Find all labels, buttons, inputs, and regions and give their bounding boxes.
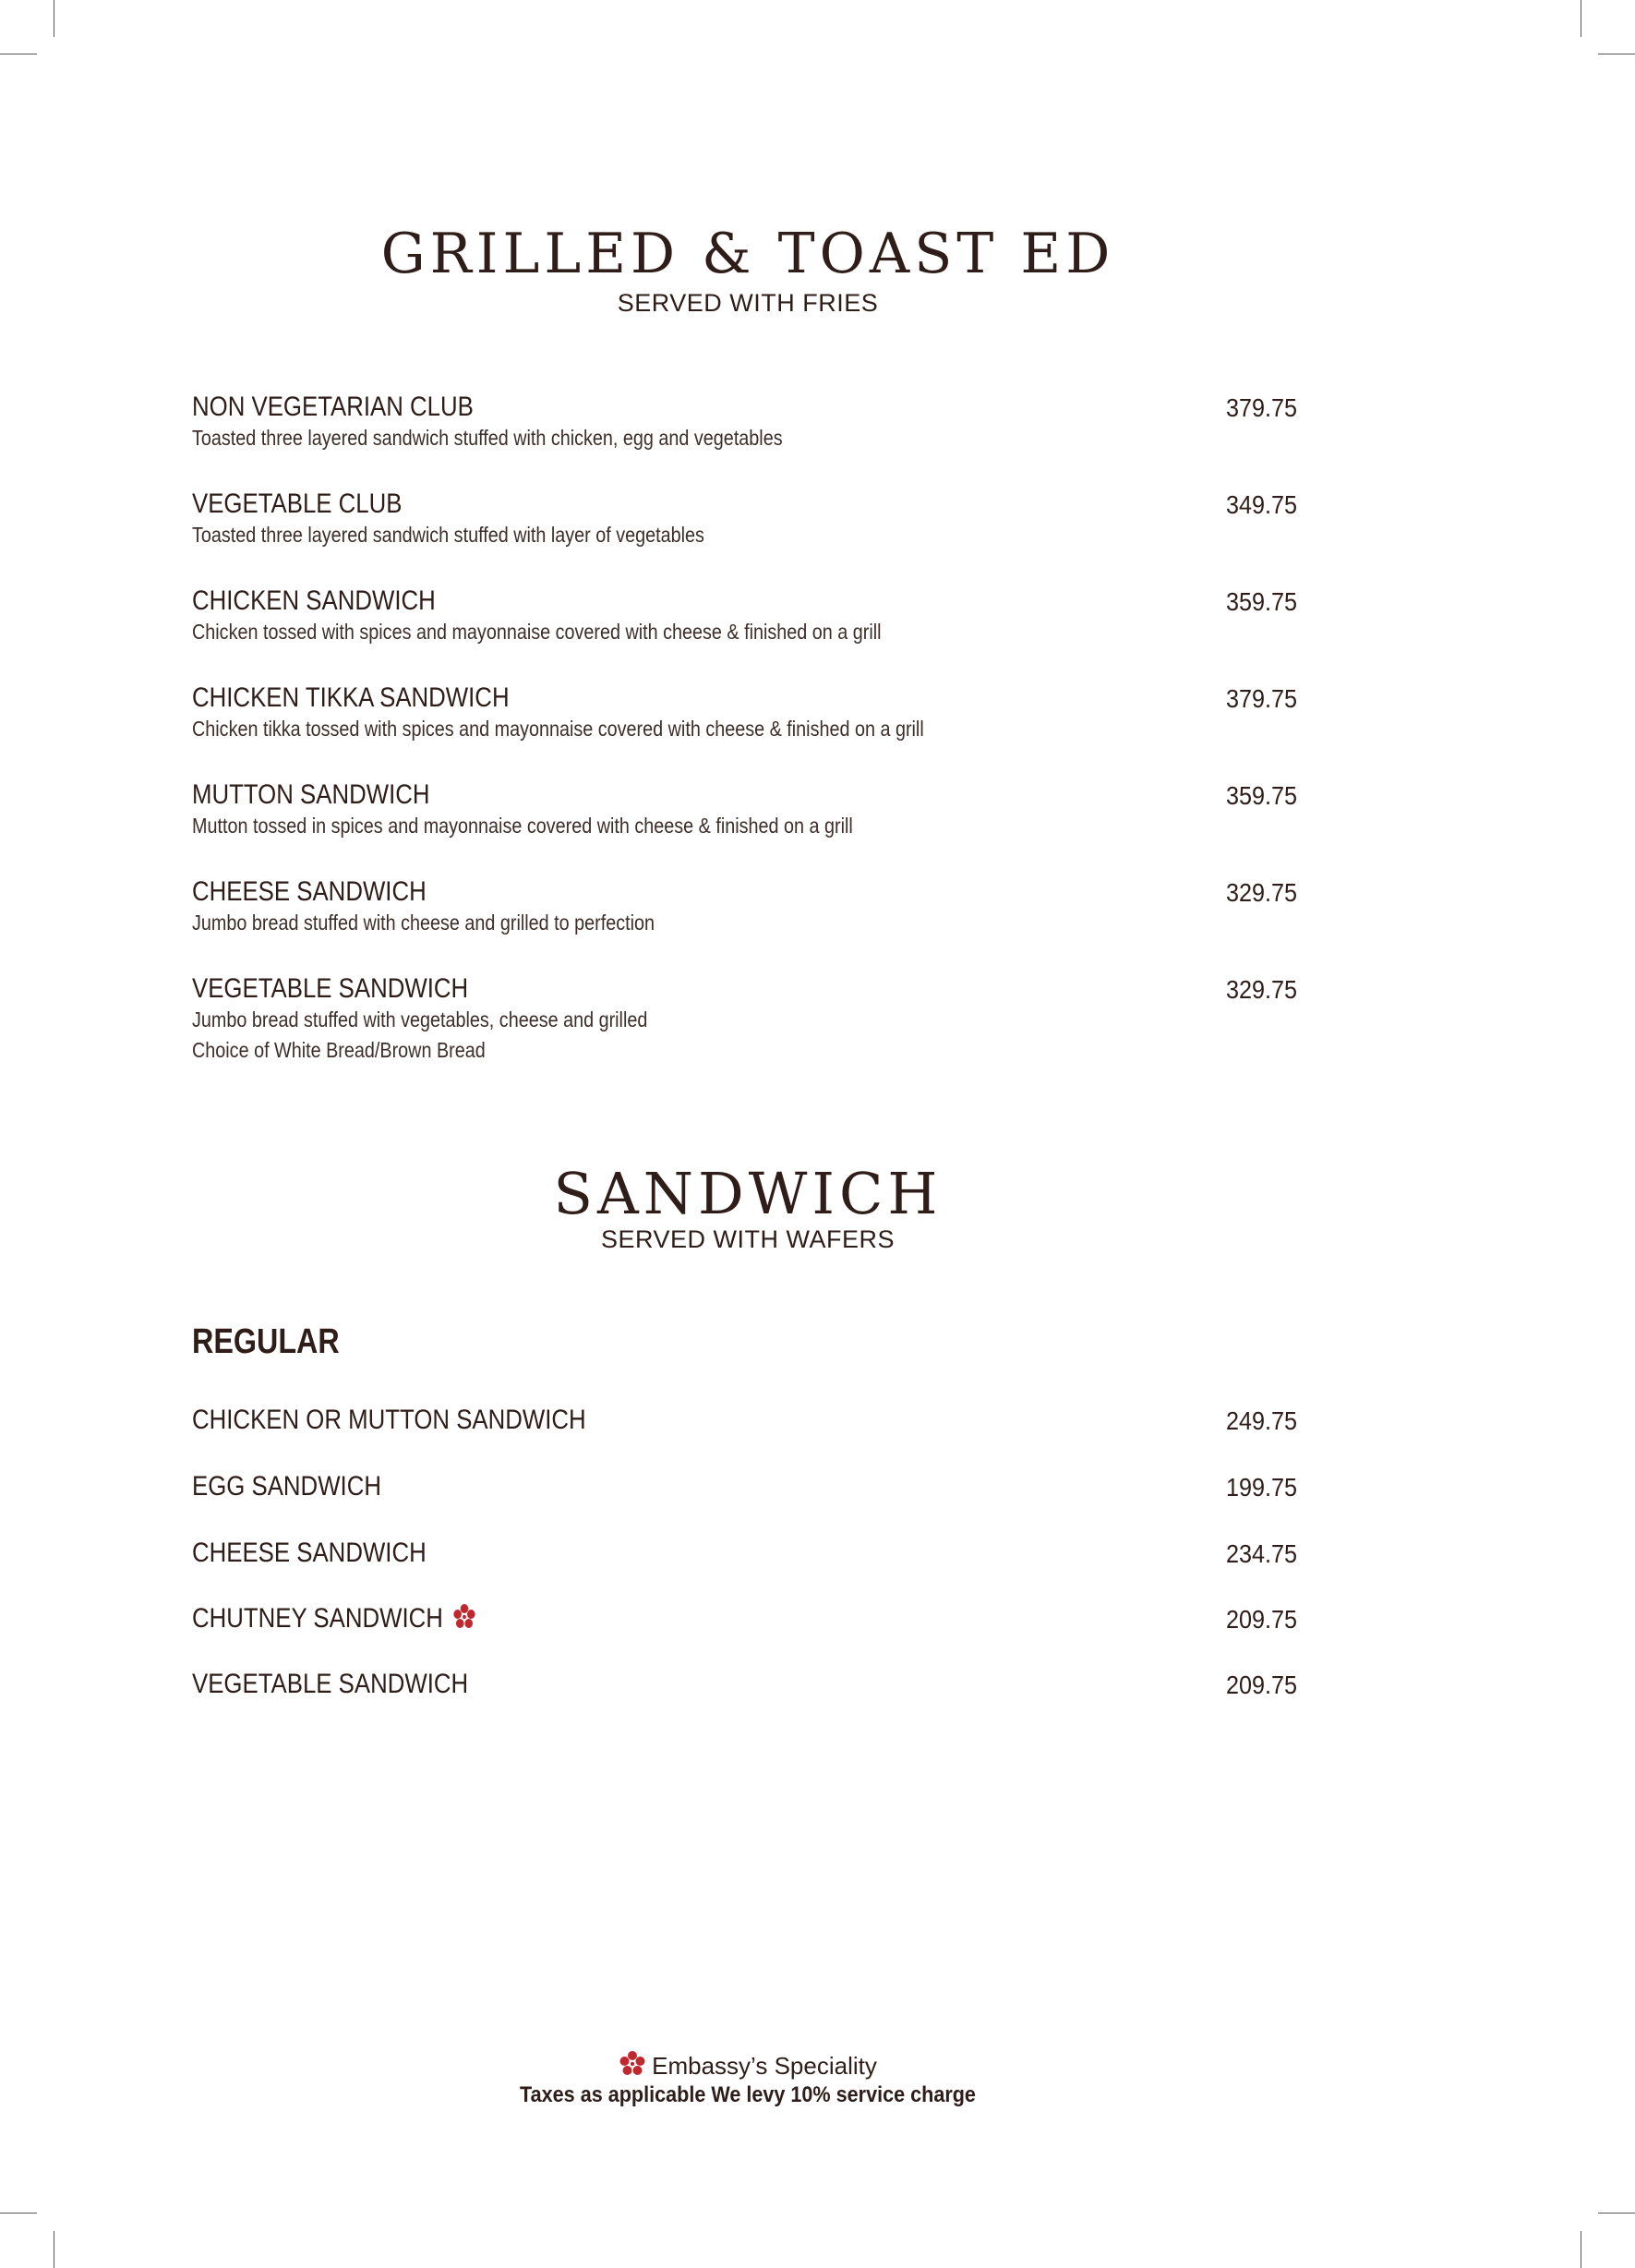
menu-item-price: 349.75 bbox=[1226, 490, 1298, 519]
menu-item-name: CHEESE SANDWICH bbox=[192, 876, 427, 907]
section-subtitle-grilled: SERVED WITH FRIES bbox=[617, 289, 879, 317]
menu-item-price: 329.75 bbox=[1226, 878, 1298, 907]
menu-item bbox=[192, 682, 1300, 744]
menu-item-price: 209.75 bbox=[1226, 1605, 1298, 1634]
menu-item-name bbox=[192, 1603, 1145, 1635]
section-title-sandwich: SANDWICH bbox=[553, 1160, 943, 1227]
menu-item-name bbox=[192, 1405, 1145, 1436]
regular-heading: REGULAR bbox=[192, 1322, 340, 1361]
menu-item-name: VEGETABLE CLUB bbox=[192, 489, 403, 519]
menu-item-price: 359.75 bbox=[1226, 587, 1298, 616]
menu-item-description: Chicken tikka tossed with spices and mayonnaise covered with cheese & finished on a grill bbox=[192, 717, 924, 741]
menu-item bbox=[192, 1603, 1300, 1635]
menu-item-description: Jumbo bread stuffed with cheese and grilled to perfection bbox=[192, 911, 655, 935]
menu-item bbox=[192, 779, 1300, 841]
menu-item-name: CHICKEN TIKKA SANDWICH bbox=[192, 682, 510, 713]
menu-item-price: 379.75 bbox=[1226, 684, 1298, 713]
menu-item-name-text: CHEESE SANDWICH bbox=[192, 1538, 427, 1568]
speciality-legend bbox=[0, 2050, 1496, 2081]
section-title-grilled: GRILLED & TOAST ED bbox=[380, 222, 1115, 286]
tax-note: Taxes as applicable We levy 10% service charge bbox=[520, 2082, 976, 2107]
menu-item-description: Mutton tossed in spices and mayonnaise covered with cheese & finished on a grill bbox=[192, 814, 853, 838]
menu-item-name bbox=[192, 1538, 1145, 1569]
menu-item bbox=[192, 1669, 1300, 1700]
menu-item-description: Toasted three layered sandwich stuffed with layer of vegetables bbox=[192, 523, 704, 547]
menu-item-price: 379.75 bbox=[1226, 393, 1298, 422]
menu-item bbox=[192, 1471, 1300, 1502]
menu-item-description: Toasted three layered sandwich stuffed with chicken, egg and vegetables bbox=[192, 426, 783, 450]
menu-item bbox=[192, 1405, 1300, 1436]
menu-item bbox=[192, 585, 1300, 647]
menu-item-name-text: EGG SANDWICH bbox=[192, 1471, 381, 1502]
footer bbox=[0, 2050, 1496, 2108]
crop-mark bbox=[1598, 2213, 1635, 2214]
speciality-flower-icon bbox=[452, 1603, 476, 1631]
menu-item-name: MUTTON SANDWICH bbox=[192, 779, 430, 810]
menu-item-name bbox=[192, 1471, 1145, 1502]
menu-item-description-note: Choice of White Bread/Brown Bread bbox=[192, 1038, 486, 1062]
menu-item-price: 199.75 bbox=[1226, 1473, 1298, 1502]
section-subtitle-sandwich: SERVED WITH WAFERS bbox=[600, 1225, 896, 1253]
menu-item-name: VEGETABLE SANDWICH bbox=[192, 973, 469, 1004]
menu-item-name: CHICKEN SANDWICH bbox=[192, 585, 436, 616]
menu-item-name-text: CHICKEN OR MUTTON SANDWICH bbox=[192, 1405, 586, 1435]
menu-item-name bbox=[192, 1669, 1145, 1700]
menu-item-price: 209.75 bbox=[1226, 1671, 1298, 1699]
menu-item bbox=[192, 1538, 1300, 1569]
menu-item-description: Chicken tossed with spices and mayonnaise covered with cheese & finished on a grill bbox=[192, 620, 882, 644]
menu-item-price: 249.75 bbox=[1226, 1406, 1298, 1435]
menu-item bbox=[192, 489, 1300, 550]
menu-item-name: NON VEGETARIAN CLUB bbox=[192, 392, 474, 422]
crop-mark bbox=[0, 2213, 37, 2214]
menu-item bbox=[192, 392, 1300, 453]
menu-item-name-text: VEGETABLE SANDWICH bbox=[192, 1669, 469, 1699]
menu-item bbox=[192, 973, 1300, 1066]
menu-item-price: 234.75 bbox=[1226, 1539, 1298, 1568]
menu-item bbox=[192, 876, 1300, 938]
menu-item-price: 359.75 bbox=[1226, 781, 1298, 810]
speciality-flower-icon bbox=[619, 2050, 646, 2078]
menu-item-name-text: CHUTNEY SANDWICH bbox=[192, 1603, 443, 1634]
menu-item-description: Jumbo bread stuffed with vegetables, cheese and grilled bbox=[192, 1007, 648, 1031]
menu-item-price: 329.75 bbox=[1226, 975, 1298, 1004]
speciality-legend-text: Embassy’s Speciality bbox=[652, 2052, 877, 2080]
